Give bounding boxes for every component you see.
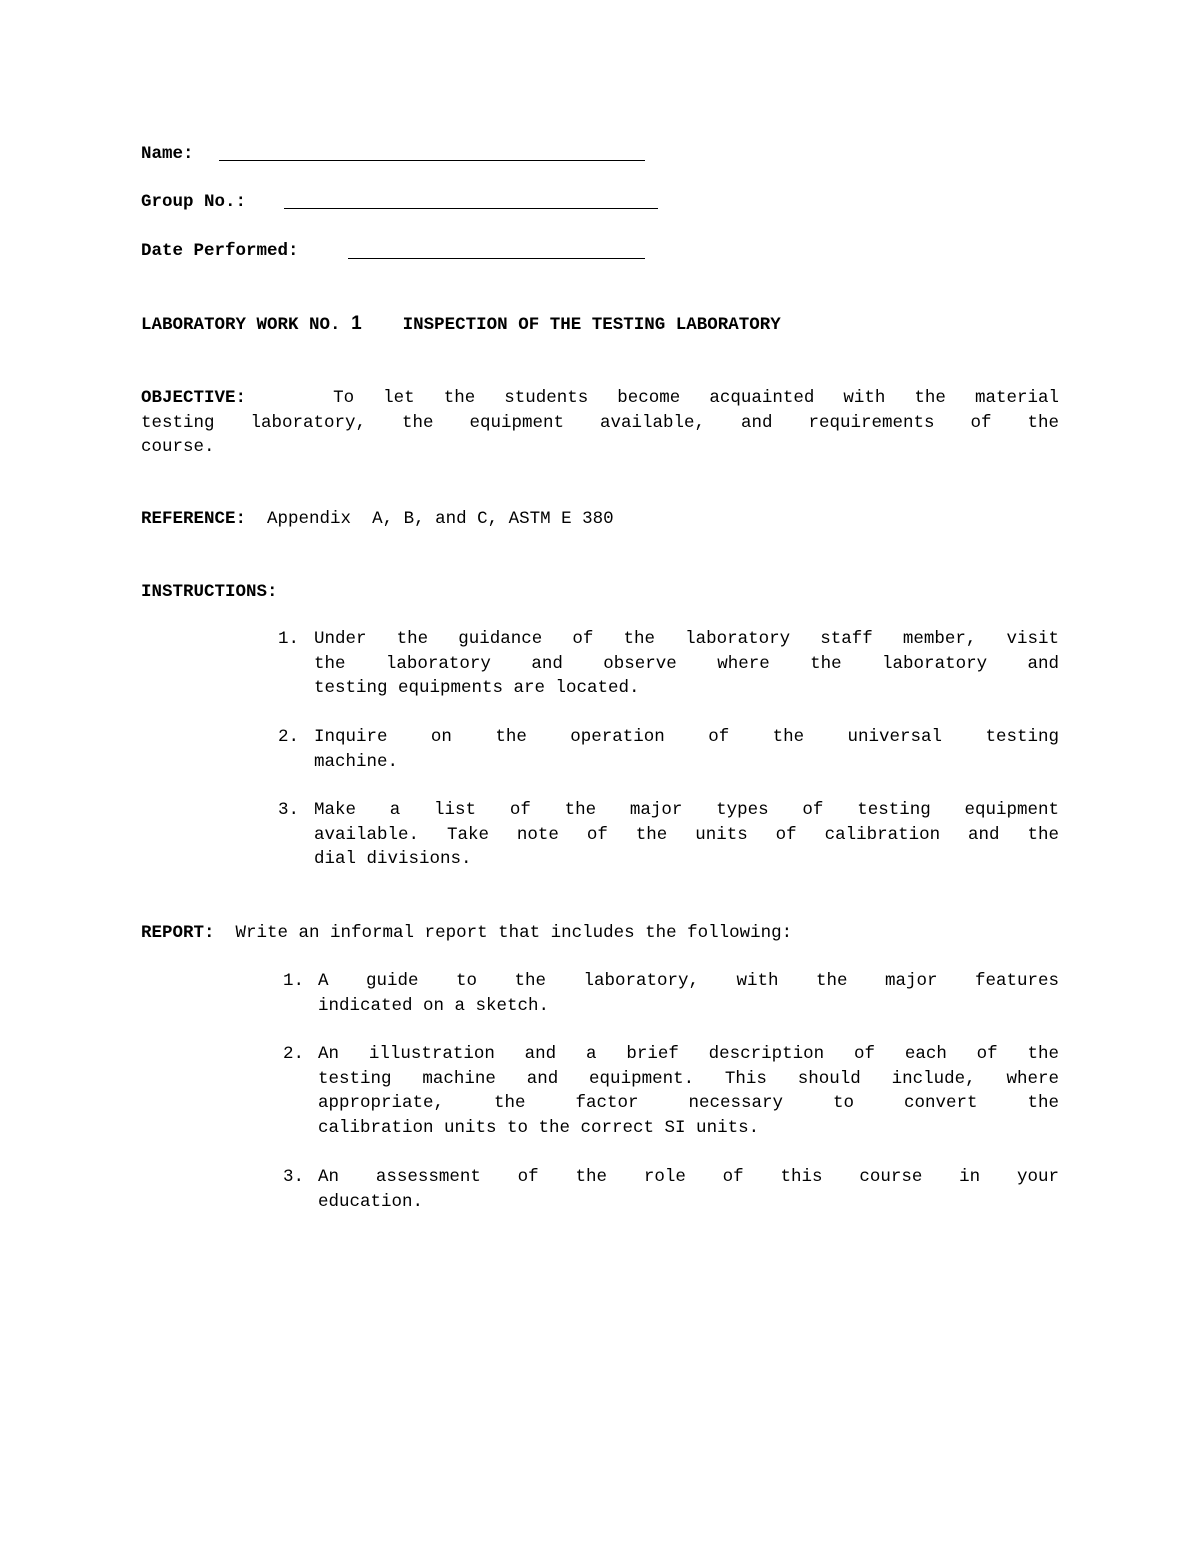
- reference-section: [141, 507, 614, 532]
- lab-number: 1: [351, 313, 362, 334]
- reference-label: REFERENCE:: [141, 509, 247, 529]
- list-line: calibration units to the correct SI units.: [318, 1117, 760, 1138]
- objective-line: course.: [141, 437, 215, 457]
- name-label: Name:: [141, 144, 194, 164]
- date-field[interactable]: [348, 258, 645, 259]
- list-line: education.: [318, 1191, 424, 1212]
- instructions-label: INSTRUCTIONS:: [141, 582, 278, 602]
- date-label: Date Performed:: [141, 241, 299, 261]
- list-line: the laboratory and observe where the laboratory and: [314, 653, 1059, 674]
- list-line: Make a list of the major types of testing equipment: [314, 800, 1059, 820]
- lab-heading: INSPECTION OF THE TESTING LABORATORY: [402, 315, 781, 335]
- list-line: Inquire on the operation of the universal testing: [314, 727, 1059, 747]
- list-number: 1.: [283, 971, 305, 991]
- list-line: dial divisions.: [314, 849, 472, 869]
- lab-work-label: LABORATORY WORK NO.: [141, 315, 341, 335]
- list-line: An illustration and a brief description of each of the: [318, 1044, 1059, 1064]
- report-intro: Write an informal report that includes the following:: [235, 923, 793, 943]
- list-number: 3.: [283, 1167, 305, 1187]
- list-line: appropriate, the factor necessary to convert the: [318, 1093, 1059, 1113]
- objective-label: OBJECTIVE:: [141, 388, 247, 408]
- list-number: 2.: [283, 1044, 305, 1064]
- report-section: [141, 921, 792, 946]
- list-line: available. Take note of the units of calibration and the: [314, 824, 1059, 845]
- objective-line: OBJECTIVE: To let the students become acquainted with the material: [141, 388, 1059, 408]
- list-number: 3.: [278, 800, 300, 820]
- objective-line: testing laboratory, the equipment available, and requirements of the: [141, 412, 1059, 433]
- group-field[interactable]: [284, 208, 658, 209]
- name-field[interactable]: [219, 160, 645, 161]
- report-label: REPORT:: [141, 923, 215, 943]
- list-line: testing machine and equipment. This should include, where: [318, 1068, 1059, 1089]
- group-label: Group No.:: [141, 192, 247, 212]
- list-line: Under the guidance of the laboratory staff member, visit: [314, 629, 1059, 649]
- list-line: A guide to the laboratory, with the major features: [318, 971, 1059, 991]
- reference-text: Appendix A, B, and C, ASTM E 380: [267, 509, 614, 529]
- list-number: 2.: [278, 727, 300, 747]
- lab-title: [141, 312, 781, 338]
- list-line: testing equipments are located.: [314, 678, 640, 698]
- list-line: machine.: [314, 751, 399, 772]
- list-line: An assessment of the role of this course in your: [318, 1167, 1059, 1187]
- objective-section: [141, 386, 1059, 460]
- list-line: indicated on a sketch.: [318, 995, 550, 1016]
- list-number: 1.: [278, 629, 300, 649]
